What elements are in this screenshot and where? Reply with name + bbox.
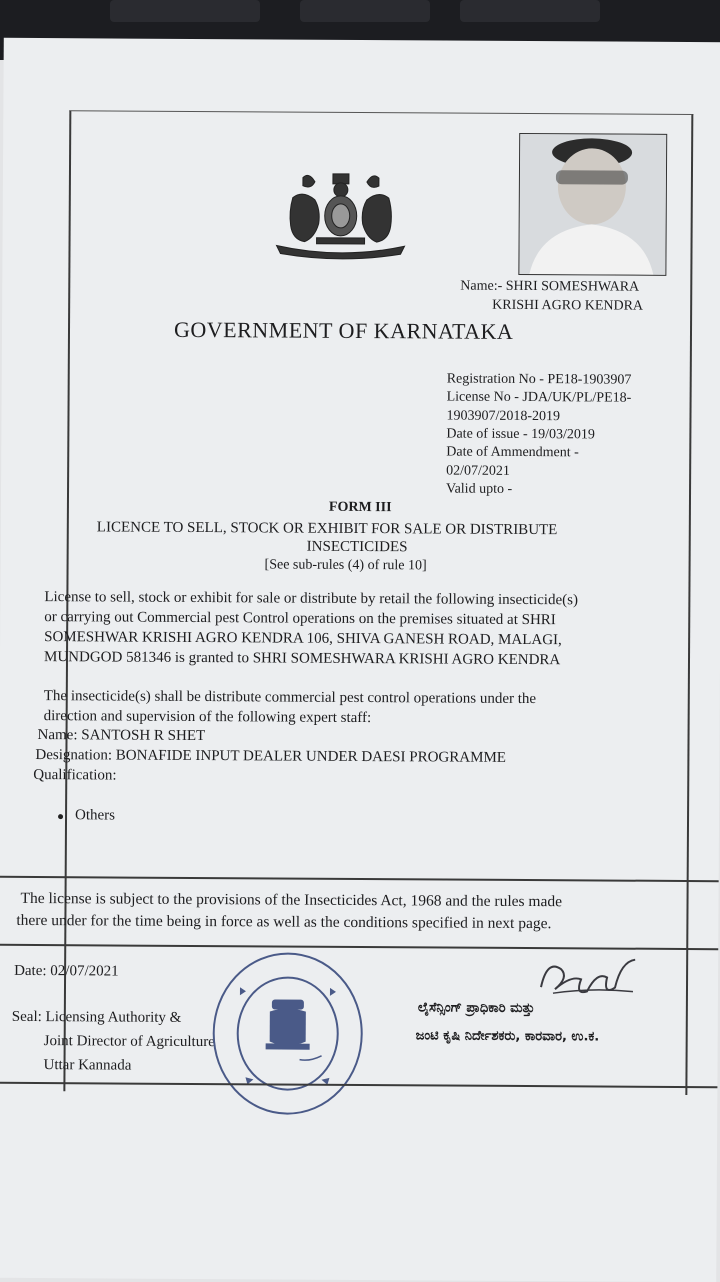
seal-authority-line2: Joint Director of Agriculture	[43, 1033, 215, 1051]
valid-upto: Valid upto -	[446, 481, 513, 497]
amendment-date: 02/07/2021	[446, 463, 510, 479]
licensee-name-line1: Name:- SHRI SOMESHWARA	[460, 278, 640, 295]
staff-qualification: Qualification:	[33, 767, 117, 784]
bullet-icon	[58, 814, 63, 819]
kannada-authority-line2: ಜಂಟಿ ಕೃಷಿ ನಿರ್ದೇಶಕರು, ಕಾರವಾರ, ಉ.ಕ.	[415, 1028, 600, 1045]
form-subject-line1: LICENCE TO SELL, STOCK OR EXHIBIT FOR SALE OR DISTRIBUTE	[96, 519, 558, 539]
qualification-item: Others	[74, 807, 116, 824]
seal-authority-line1: Seal: Licensing Authority &	[11, 1008, 182, 1026]
government-heading: GOVERNMENT OF KARNATAKA	[173, 316, 514, 344]
staff-designation: Designation: BONAFIDE INPUT DEALER UNDER DAESI PROGRAMME	[35, 747, 507, 766]
keyboard-key	[300, 0, 430, 22]
form-subrule: [See sub-rules (4) of rule 10]	[264, 557, 427, 574]
kannada-authority-line1: ಲೈಸೆನ್ಸಿಂಗ್ ಪ್ರಾಧಿಕಾರಿ ಮತ್ತು	[417, 1000, 535, 1017]
licensee-name-line2: KRISHI AGRO KENDRA	[492, 297, 644, 314]
official-stamp	[209, 947, 366, 1120]
seal-authority-line3: Uttar Kannada	[43, 1057, 132, 1074]
issue-date-footer: Date: 02/07/2021	[14, 962, 119, 980]
license-number: License No - JDA/UK/PL/PE18-	[446, 389, 632, 406]
form-subject-line2: INSECTICIDES	[306, 538, 408, 556]
staff-name: Name: SANTOSH R SHET	[37, 727, 206, 745]
supervision-paragraph-line: The insecticide(s) shall be distribute commercial pest control operations under the	[43, 688, 537, 708]
keyboard-key	[460, 0, 600, 22]
keyboard-key	[110, 0, 260, 22]
registration-number: Registration No - PE18-1903907	[446, 371, 632, 388]
license-paragraph-line: MUNDGOD 581346 is granted to SHRI SOMESHWARA KRISHI AGRO KENDRA	[43, 649, 561, 669]
supervision-paragraph-line: direction and supervision of the following expert staff:	[43, 708, 372, 727]
form-title: FORM III	[328, 499, 392, 516]
karnataka-emblem	[272, 167, 409, 264]
conditions-line1: The license is subject to the provisions of the Insecticides Act, 1968 and the rules made	[20, 889, 563, 911]
issue-date: Date of issue - 19/03/2019	[446, 426, 595, 443]
license-paragraph-line: License to sell, stock or exhibit for sale or distribute by retail the following insecticide(s)	[44, 589, 579, 609]
license-paragraph-line: SOMESHWAR KRISHI AGRO KENDRA 106, SHIVA GANESH ROAD, MALAGI,	[44, 629, 562, 649]
amendment-label: Date of Ammendment -	[446, 444, 579, 461]
license-number-cont: 1903907/2018-2019	[446, 408, 561, 425]
applicant-photo	[518, 133, 667, 276]
officer-signature	[533, 957, 643, 1006]
license-document	[0, 38, 720, 1282]
conditions-line2: there under for the time being in force as well as the conditions specified in next page.	[16, 911, 552, 933]
license-paragraph-line: or carrying out Commercial pest Control operations on the premises situated at SHRI	[44, 609, 556, 629]
